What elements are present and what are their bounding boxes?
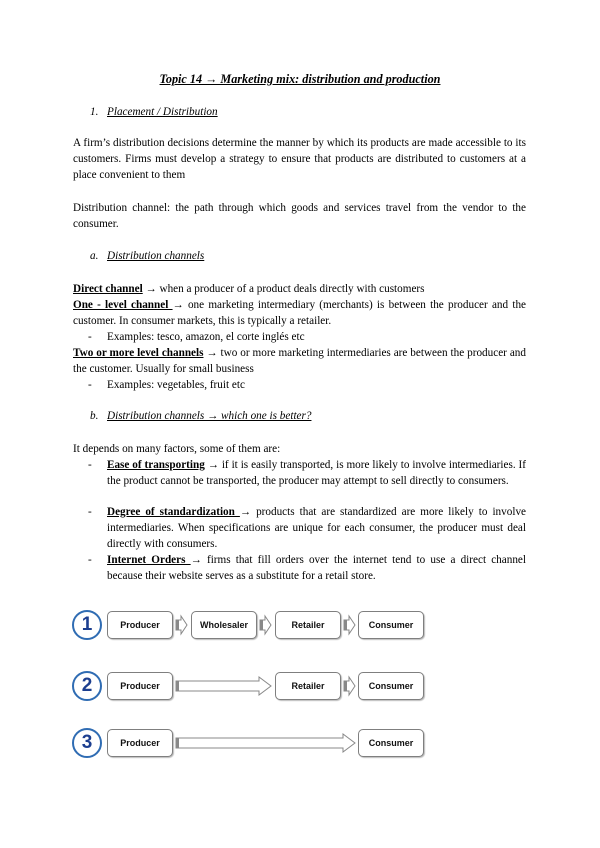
short-arrow-icon [175,615,189,635]
channel-number-badge: 2 [72,671,102,701]
factor-term: Internet Orders [107,554,191,566]
channel-box: Wholesaler [191,611,257,639]
short-arrow-icon [343,615,357,635]
factor-text: → products that are standardized are more likely to involve intermediaries. When specifications are unique for each consumer, the producer must deal directly with consumers. [107,506,526,550]
factor-term: Ease of transporting [107,459,205,471]
factor-text: → if it is easily transported, is more likely to involve intermediaries. If the product cannot be transported, the producer may attempt to sell directly to consumers. [107,459,526,487]
channel-box: Producer [107,611,173,639]
section-heading-text: Placement / Distribution [107,106,218,118]
factor-text: → firms that fill orders over the internet tend to use a direct channel because their website serves as a substitute for a retail store. [107,554,526,582]
section-number: 1. [90,106,99,118]
channel-row-2 [72,671,432,705]
depends-line: It depends on many factors, some of them are: [73,443,281,455]
subsection-letter: b. [90,410,99,422]
bullet-dash: - [88,379,92,391]
channel-number-badge: 3 [72,728,102,758]
bullet-text: Examples: vegetables, fruit etc [107,379,245,391]
section-heading-placement [90,106,218,118]
short-arrow-icon [259,615,273,635]
bullet-example-one-level [88,330,526,346]
subsection-heading-b [90,410,311,422]
channel-row-3 [72,728,432,762]
subsection-heading-text: Distribution channels → which one is better? [107,410,312,422]
direct-channel-text: → when a producer of a product deals directly with customers [142,283,425,295]
channel-box: Retailer [275,672,341,700]
channel-box: Consumer [358,729,424,757]
bullet-dash: - [88,331,92,343]
channel-row-1 [72,610,432,644]
channel-box: Producer [107,672,173,700]
channel-box: Retailer [275,611,341,639]
paragraph-distribution-channel: Distribution channel: the path through which goods and services travel from the vendor to the consumer. [73,202,526,230]
subsection-letter: a. [90,250,99,262]
channel-box: Consumer [358,672,424,700]
short-arrow-icon [343,676,357,696]
bullet-dash: - [88,459,92,471]
bullet-text: Examples: tesco, amazon, el corte inglés etc [107,331,305,343]
subsection-heading-a [90,250,204,262]
paragraph-firm-distribution: A firm’s distribution decisions determine the manner by which its products are made accessible to its customers. Firms must develop a strategy to ensure that products are distributed to customers at a place convenient to them [73,137,526,181]
channel-box: Producer [107,729,173,757]
factor-item [88,553,526,585]
long-arrow-icon [175,676,273,696]
channel-box: Consumer [358,611,424,639]
two-level-channel-text: → two or more marketing intermediaries are between the producer and the customer. Usually for small business [73,347,526,375]
one-level-channel-text: → one marketing intermediary (merchants) is between the producer and the customer. In consumer markets, this is typically a retailer. [73,299,527,327]
long-arrow-icon [175,733,357,753]
factor-term: Degree of standardization [107,506,240,518]
factor-item [88,458,526,490]
channel-number-badge: 1 [72,610,102,640]
bullet-dash: - [88,554,92,566]
one-level-channel-paragraph [73,298,526,330]
bullet-dash: - [88,506,92,518]
bullet-example-two-level [88,378,526,394]
factor-item [88,505,526,552]
page-title: Topic 14 → Marketing mix: distribution and production [159,72,441,86]
one-level-channel-term: One - level channel [73,299,173,311]
two-level-channel-paragraph [73,346,526,378]
two-level-channel-term: Two or more level channels [73,347,204,359]
subsection-heading-text: Distribution channels [107,250,205,262]
direct-channel-term: Direct channel [73,283,143,295]
direct-channel-line [73,282,526,298]
